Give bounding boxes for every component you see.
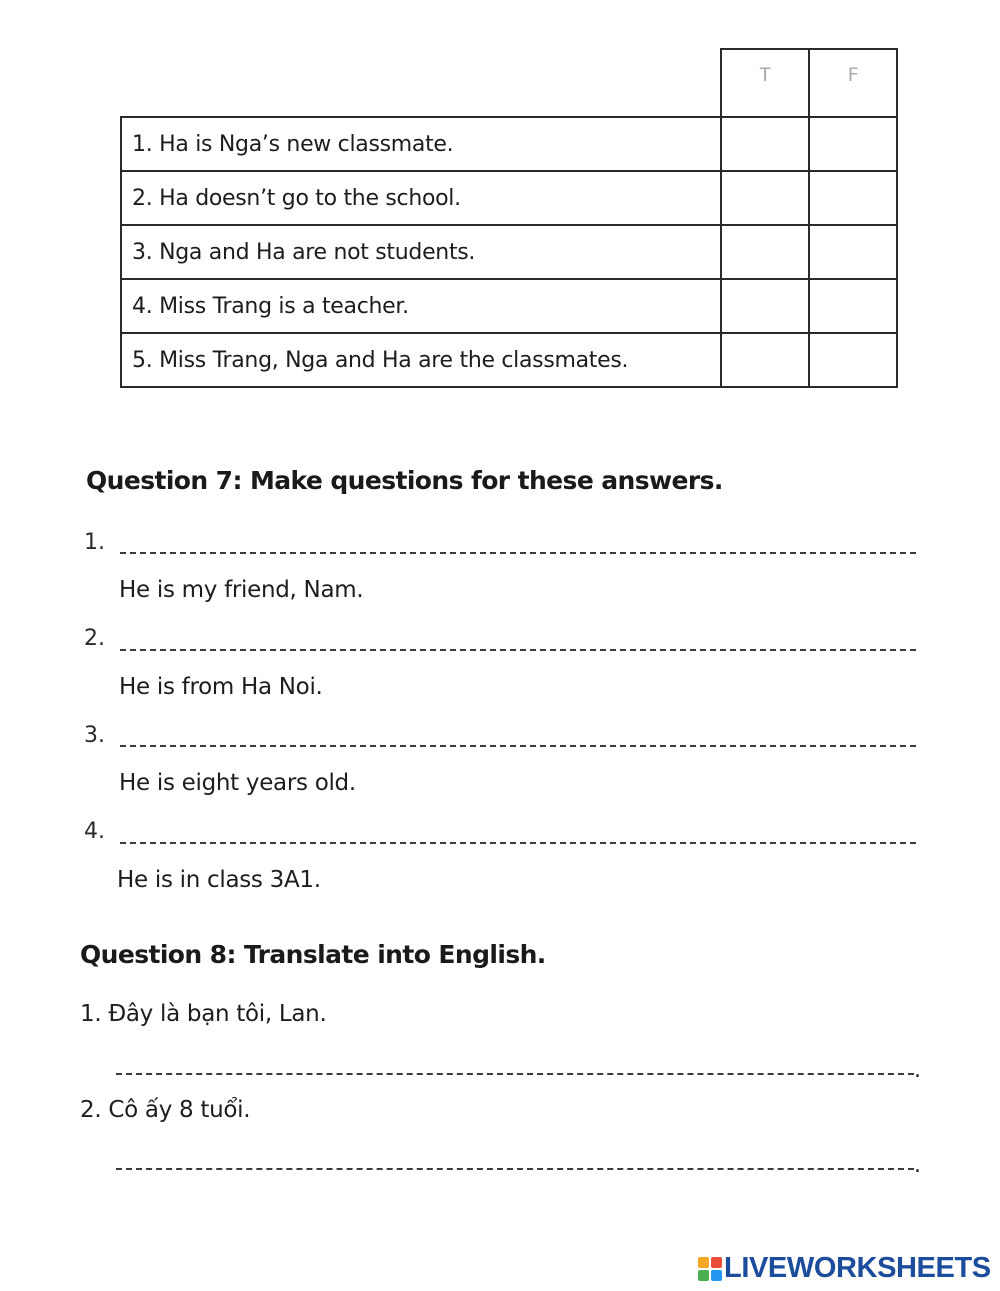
table-row xyxy=(121,279,897,333)
true-column-header: T xyxy=(721,49,809,117)
statement-2: 2. Ha doesn’t go to the school. xyxy=(121,171,721,225)
q7-answer-line-1[interactable] xyxy=(120,552,916,554)
question-8-heading: Question 8: Translate into English. xyxy=(80,940,546,969)
q7-answer-line-4[interactable] xyxy=(120,842,916,844)
table-row xyxy=(121,171,897,225)
question-7-heading: Question 7: Make questions for these answers. xyxy=(86,466,723,495)
true-answer-box-3[interactable] xyxy=(721,225,809,279)
false-answer-box-3[interactable] xyxy=(809,225,897,279)
table-row xyxy=(121,117,897,171)
q7-answer-line-3[interactable] xyxy=(120,745,916,747)
false-answer-box-1[interactable] xyxy=(809,117,897,171)
liveworksheets-logo-text: LIVEWORKSHEETS xyxy=(724,1252,991,1284)
statement-1: 1. Ha is Nga’s new classmate. xyxy=(121,117,721,171)
true-false-table xyxy=(120,48,898,388)
statement-4: 4. Miss Trang is a teacher. xyxy=(121,279,721,333)
q7-answer-1: He is my friend, Nam. xyxy=(119,577,364,603)
true-answer-box-2[interactable] xyxy=(721,171,809,225)
q8-answer-line-2[interactable] xyxy=(116,1168,914,1170)
false-answer-box-5[interactable] xyxy=(809,333,897,387)
q8-prompt-2: 2. Cô ấy 8 tuổi. xyxy=(80,1097,251,1123)
false-answer-box-4[interactable] xyxy=(809,279,897,333)
table-row xyxy=(121,333,897,387)
statement-5: 5. Miss Trang, Nga and Ha are the classmates. xyxy=(121,333,721,387)
liveworksheets-logo xyxy=(698,1252,991,1285)
liveworksheets-logo-icon xyxy=(698,1257,722,1281)
q8-answer-line-1[interactable] xyxy=(116,1073,914,1075)
q7-answer-2: He is from Ha Noi. xyxy=(119,674,323,700)
q7-item-1-number: 1. xyxy=(84,530,105,555)
q7-item-3-number: 3. xyxy=(84,723,105,748)
true-answer-box-1[interactable] xyxy=(721,117,809,171)
table-row xyxy=(121,225,897,279)
true-answer-box-4[interactable] xyxy=(721,279,809,333)
q7-answer-3: He is eight years old. xyxy=(119,770,356,796)
false-answer-box-2[interactable] xyxy=(809,171,897,225)
false-column-header: F xyxy=(809,49,897,117)
q8-prompt-1: 1. Đây là bạn tôi, Lan. xyxy=(80,1001,327,1027)
statement-3: 3. Nga and Ha are not students. xyxy=(121,225,721,279)
table-header-row xyxy=(121,49,897,117)
true-answer-box-5[interactable] xyxy=(721,333,809,387)
q7-answer-4: He is in class 3A1. xyxy=(117,867,321,893)
q7-item-4-number: 4. xyxy=(84,819,105,844)
q7-item-2-number: 2. xyxy=(84,626,105,651)
q7-answer-line-2[interactable] xyxy=(120,649,916,651)
